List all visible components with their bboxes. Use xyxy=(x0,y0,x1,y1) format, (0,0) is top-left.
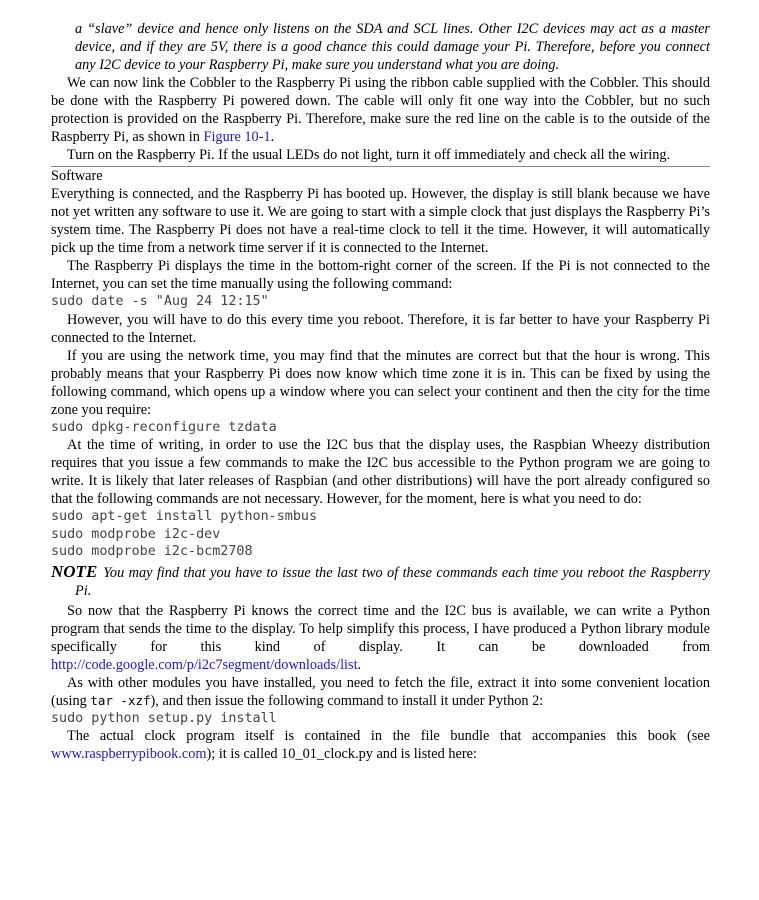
paragraph-text: As with other modules you have installed, you need to fetch the file, extract it into some convenient location (using xyxy=(51,674,710,709)
paragraph xyxy=(51,727,710,763)
code-line: sudo dpkg-reconfigure tzdata xyxy=(51,419,277,435)
paragraph-text: So now that the Raspberry Pi knows the correct time and the I2C bus is available, we can write a Python program that sends the time to the display. To help simplify this process, I have produced a Python library module specifically for this kind of display. It can be downloaded from xyxy=(51,602,710,655)
paragraph-text: We can now link the Cobbler to the Raspberry Pi using the ribbon cable supplied with the Cobbler. This should be done with the Raspberry Pi powered down. The cable will only fit one way into the Cobbler, but no such protection is provided on the Raspberry Pi. Therefore, make sure the red line on the cable is to the outside of the Raspberry Pi, as shown in xyxy=(51,75,710,145)
code-line: sudo python setup.py install xyxy=(51,710,277,726)
paragraph: If you are using the network time, you may find that the minutes are correct but that the hour is wrong. This probably means that your Raspberry Pi does now know which time zone it is in. This can be fixed by using the following command, which opens up a window where you can select your continent and then the city for the time zone you require: xyxy=(51,347,710,418)
inline-code: tar -xzf xyxy=(90,692,151,708)
code-line: sudo date -s "Aug 24 12:15" xyxy=(51,294,269,309)
document-page xyxy=(51,20,710,763)
section-heading: Software xyxy=(51,166,710,185)
paragraph: The Raspberry Pi displays the time in the bottom-right corner of the screen. If the Pi is not connected to the Internet, you can set the time manually using the following command: xyxy=(51,258,710,292)
note xyxy=(51,563,710,600)
paragraph: Turn on the Raspberry Pi. If the usual LEDs do not light, turn it off immediately and check all the wiring. xyxy=(67,147,671,163)
code-line: sudo apt-get install python-smbus xyxy=(51,509,318,524)
code-line: sudo modprobe i2c-dev xyxy=(51,526,221,542)
paragraph: However, you will have to do this every time you reboot. Therefore, it is far better to have your Raspberry Pi connected to the Internet. xyxy=(51,311,710,346)
paragraph xyxy=(51,74,710,146)
paragraph xyxy=(51,674,710,710)
paragraph-text: . xyxy=(270,129,275,145)
note-label: NOTE xyxy=(51,561,98,581)
paragraph-text: The actual clock program itself is contained in the file bundle that accompanies this book (see xyxy=(67,728,710,744)
download-link[interactable]: http://code.google.com/p/i2c7segment/downloads/list xyxy=(51,656,358,673)
paragraph: At the time of writing, in order to use the I2C bus that the display uses, the Raspbian Wheezy distribution requires that you issue a few commands to make the I2C bus accessible to the Python program we are going to write. It is likely that later releases of Raspbian (and other distributions) will have the port already configured so that the following commands are not necessary. However, for the moment, here is what you need to do: xyxy=(51,437,710,507)
italic-paragraph: a “slave” device and hence only listens on the SDA and SCL lines. Other I2C devices may act as a master device, and if they are 5V, there is a good chance this could damage your Pi. Therefore, before you connect any I2C device to your Raspberry Pi, make sure you understand what you are doing. xyxy=(75,21,710,73)
paragraph: Everything is connected, and the Raspberry Pi has booted up. However, the display is still blank because we have not yet written any software to use it. We are going to start with a simple clock that just displays the Raspberry Pi’s system time. The Raspberry Pi does not have a real-time clock to tell it the time. However, it will automatically pick up the time from a network time server if it is connected to the Internet. xyxy=(51,186,710,256)
book-website-link[interactable]: www.raspberrypibook.com xyxy=(51,746,207,762)
paragraph-text: ), and then issue the following command to install it under Python 2: xyxy=(150,692,544,709)
figure-link[interactable]: Figure 10-1 xyxy=(203,129,271,145)
paragraph-text: ); it is called 10_01_clock.py and is listed here: xyxy=(206,746,477,762)
code-line: sudo modprobe i2c-bcm2708 xyxy=(51,544,253,559)
paragraph-text: . xyxy=(357,656,362,673)
paragraph xyxy=(51,602,710,674)
note-text: You may find that you have to issue the last two of these commands each time you reboot the Raspberry Pi. xyxy=(75,564,710,599)
